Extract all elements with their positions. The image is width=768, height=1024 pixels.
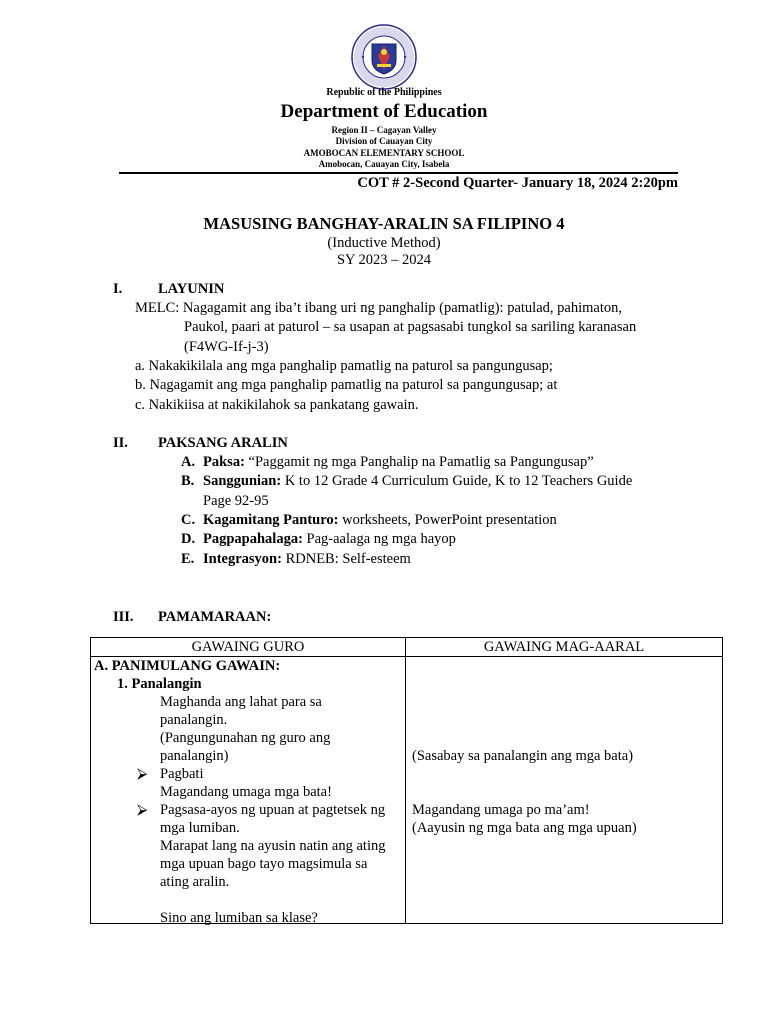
table-row <box>91 657 723 924</box>
school-address: Amobocan, Cauayan City, Isabela <box>318 159 450 169</box>
item-value: “Paggamit ng mga Panghalip na Pamatlig sa Pangungusap” <box>244 454 594 470</box>
item-letter: D. <box>181 531 196 547</box>
objective-b: b. Nagagamit ang mga panghalip pamatlig na paturol sa pangungusap; at <box>135 377 558 393</box>
arrange-line: ating aralin. <box>160 874 230 890</box>
item-letter: A. <box>181 454 196 470</box>
item-letter: E. <box>181 551 195 567</box>
arrange-bullet: Pagsasa-ayos ng upuan at pagtetsek ng <box>160 802 386 818</box>
arrange-line: Marapat lang na ayusin natin ang ating <box>160 838 386 854</box>
item-value: Pag-aalaga ng mga hayop <box>302 531 456 547</box>
school-year-label: SY 2023 – 2024 <box>336 252 432 268</box>
item-value: worksheets, PowerPoint presentation <box>338 512 557 528</box>
item-label: Pagpapahalaga: <box>203 531 303 547</box>
deped-seal-logo <box>351 24 417 90</box>
section-3-heading: PAMAMARAAN: <box>158 609 272 625</box>
republic-label: Republic of the Philippines <box>326 87 442 98</box>
cot-label: COT # 2-Second Quarter- January 18, 2024 2:20pm <box>357 175 678 191</box>
col-header-teacher: GAWAING GURO <box>91 638 406 657</box>
section-2-heading: PAKSANG ARALIN <box>158 435 288 451</box>
method-label: (Inductive Method) <box>327 235 441 251</box>
student-arrange: (Aayusin ng mga bata ang mga upuan) <box>412 820 637 836</box>
student-cell <box>406 657 723 924</box>
student-greeting: Magandang umaga po ma’am! <box>412 802 590 818</box>
values-item <box>181 530 456 550</box>
item-letter: C. <box>181 512 196 528</box>
section-1-heading: LAYUNIN <box>158 281 225 297</box>
melc-code: (F4WG-If-j-3) <box>184 339 269 355</box>
arrow-bullet-icon: ⮚ <box>137 802 148 818</box>
integration-item <box>181 550 411 570</box>
objective-a: a. Nakakikilala ang mga panghalip pamatlig na paturol sa pangungusap; <box>135 358 553 374</box>
arrange-bullet-cont: mga lumiban. <box>160 820 240 836</box>
arrange-line: mga upuan bago tayo magsimula sa <box>160 856 368 872</box>
reference-page: Page 92-95 <box>203 493 269 509</box>
melc-line-2: Paukol, paari at paturol – sa usapan at pagsasabi tungkol sa sariling karanasan <box>184 319 637 335</box>
item-letter: B. <box>181 473 195 489</box>
item-value: RDNEB: Self-esteem <box>281 551 411 567</box>
prayer-heading: 1. Panalangin <box>117 676 202 692</box>
item-label: Sanggunian: <box>203 473 282 489</box>
teacher-cell <box>91 657 406 924</box>
section-2-number: II. <box>113 435 128 451</box>
item-label: Kagamitang Panturo: <box>203 512 339 528</box>
lesson-plan-title: MASUSING BANGHAY-ARALIN SA FILIPINO 4 <box>203 214 565 233</box>
prayer-line: panalangin. <box>160 712 228 728</box>
melc-line-1: MELC: Nagagamit ang iba’t ibang uri ng panghalip (pamatlig): patulad, pahimaton, <box>135 300 622 316</box>
table-header-row <box>91 638 723 657</box>
prayer-line: panalangin) <box>160 748 229 764</box>
prayer-line: Maghanda ang lahat para sa <box>160 694 322 710</box>
school-name: AMOBOCAN ELEMENTARY SCHOOL <box>303 148 465 158</box>
department-title: Department of Education <box>280 101 488 122</box>
item-label: Paksa: <box>203 454 245 470</box>
objective-c: c. Nakikiisa at nakikilahok sa pankatang gawain. <box>135 397 419 413</box>
region-label: Region II – Cagayan Valley <box>331 125 437 135</box>
section-1-number: I. <box>113 281 123 297</box>
student-prayer: (Sasabay sa panalangin ang mga bata) <box>412 748 634 764</box>
item-label: Integrasyon: <box>203 551 282 567</box>
part-a-heading: A. PANIMULANG GAWAIN: <box>94 658 281 674</box>
materials-item <box>181 511 557 531</box>
section-3-number: III. <box>113 609 134 625</box>
reference-item <box>181 472 633 492</box>
col-header-student: GAWAING MAG-AARAL <box>406 638 723 657</box>
division-label: Division of Cauayan City <box>335 136 433 146</box>
greeting-bullet: Pagbati <box>160 766 204 782</box>
procedure-table <box>90 637 723 924</box>
arrow-bullet-icon: ⮚ <box>137 766 148 782</box>
item-value: K to 12 Grade 4 Curriculum Guide, K to 12 Teachers Guide <box>281 473 633 489</box>
absent-question: Sino ang lumiban sa klase? <box>160 910 318 926</box>
prayer-line: (Pangungunahan ng guro ang <box>160 730 331 746</box>
subject-item <box>181 453 594 473</box>
greeting-line: Magandang umaga mga bata! <box>160 784 332 800</box>
